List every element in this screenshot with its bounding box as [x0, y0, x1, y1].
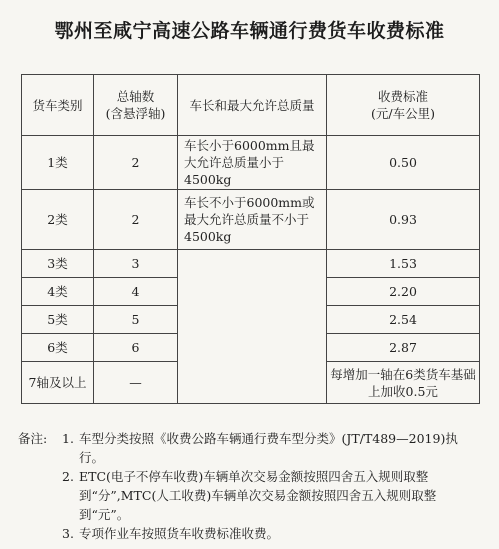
cell-category: 4类 — [22, 278, 94, 306]
note-item — [62, 524, 482, 543]
document-title: 鄂州至咸宁高速公路车辆通行费货车收费标准 — [54, 20, 445, 42]
cell-axles: 2 — [94, 136, 178, 190]
notes-list — [62, 429, 482, 543]
cell-rate: 0.93 — [327, 190, 480, 250]
cell-axles: 5 — [94, 306, 178, 334]
header-axles-line2: (含悬浮轴) — [105, 106, 166, 121]
cell-category: 2类 — [22, 190, 94, 250]
table-row — [22, 190, 480, 250]
cell-category: 1类 — [22, 136, 94, 190]
cell-spec: 车长小于6000mm且最大允许总质量小于4500kg — [178, 136, 327, 190]
note-number: 3. — [62, 526, 74, 541]
cell-spec-empty — [178, 250, 327, 404]
note-text: 车型分类按照《收费公路车辆通行费车型分类》(JT/T489—2019)执行。 — [79, 431, 458, 465]
notes-label: 备注: — [18, 431, 48, 446]
cell-rate: 0.50 — [327, 136, 480, 190]
note-item — [62, 429, 482, 467]
cell-category: 3类 — [22, 250, 94, 278]
table-row — [22, 136, 480, 190]
cell-axles: 3 — [94, 250, 178, 278]
header-axles — [94, 75, 178, 136]
cell-axles: 4 — [94, 278, 178, 306]
note-text: ETC(电子不停车收费)车辆单次交易金额按照四舍五入规则取整到“分”,MTC(人工收费)车辆单次交易金额按照四舍五入规则取整到“元”。 — [79, 469, 437, 522]
cell-spec: 车长不小于6000mm或最大允许总质量不小于4500kg — [178, 190, 327, 250]
cell-category: 6类 — [22, 334, 94, 362]
cell-rate: 2.54 — [327, 306, 480, 334]
header-rate-line1: 收费标准 — [377, 89, 428, 104]
note-item — [62, 467, 482, 524]
header-axles-line1: 总轴数 — [116, 89, 155, 104]
cell-rate: 1.53 — [327, 250, 480, 278]
cell-category: 5类 — [22, 306, 94, 334]
note-number: 2. — [62, 469, 74, 484]
header-spec: 车长和最大允许总质量 — [178, 75, 327, 136]
toll-rate-table — [21, 74, 480, 404]
cell-axles: 2 — [94, 190, 178, 250]
note-number: 1. — [62, 431, 74, 446]
table-header-row — [22, 75, 480, 136]
header-rate-line2: (元/车公里) — [371, 106, 435, 121]
cell-axles: — — [94, 362, 178, 404]
cell-rate: 每增加一轴在6类货车基础上加收0.5元 — [327, 362, 480, 404]
cell-rate: 2.87 — [327, 334, 480, 362]
header-rate — [327, 75, 480, 136]
note-text: 专项作业车按照货车收费标准收费。 — [79, 526, 280, 541]
cell-axles: 6 — [94, 334, 178, 362]
cell-category: 7轴及以上 — [22, 362, 94, 404]
header-category: 货车类别 — [22, 75, 94, 136]
cell-rate: 2.20 — [327, 278, 480, 306]
table-row — [22, 250, 480, 278]
